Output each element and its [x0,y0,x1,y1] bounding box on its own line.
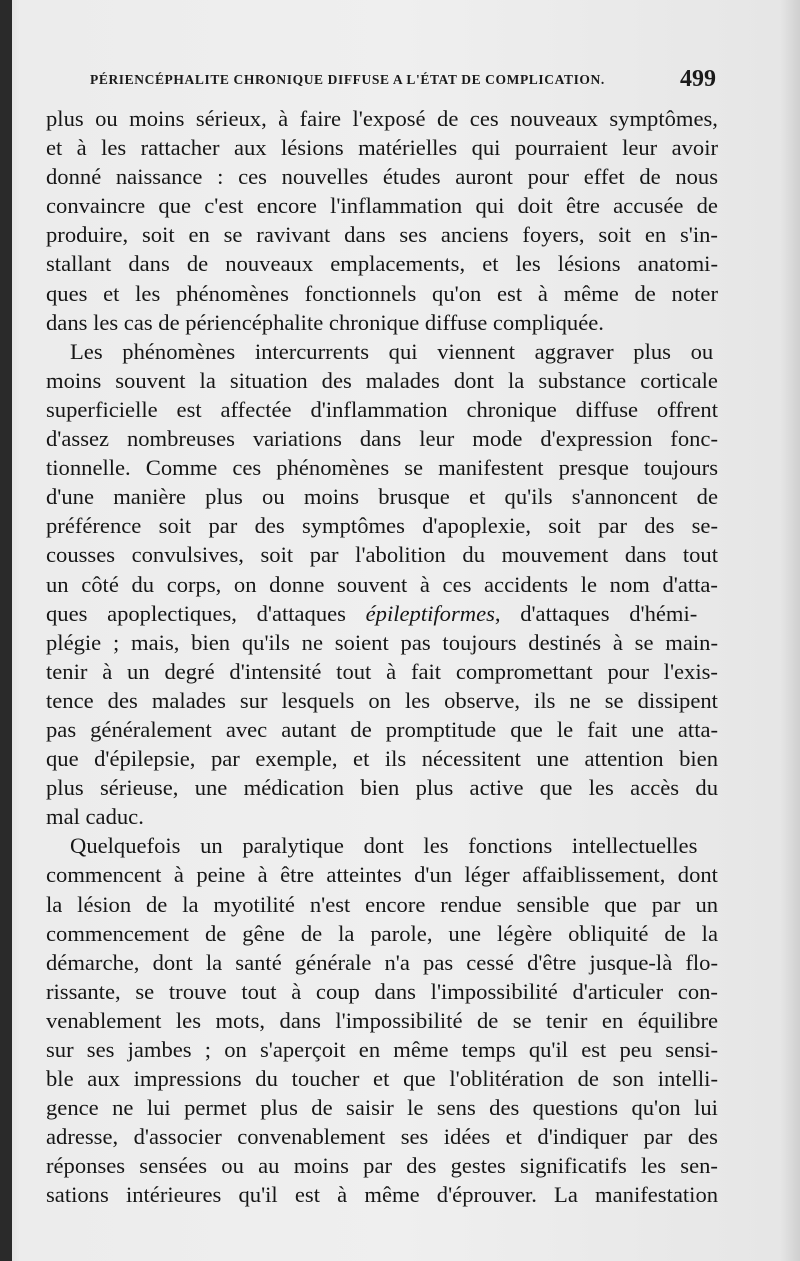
text-line: cousses convulsives, soit par l'abolition du mouvement dans tout [46,542,718,568]
page-number: 499 [680,66,716,92]
text-line: la lésion de la myotilité n'est encore rendue sensible que par un [46,891,719,917]
text-line: pas généralement avec autant de promptitude que le fait une atta- [46,716,719,742]
text-line: plus sérieuse, une médication bien plus active que les accès du [46,775,718,801]
running-title: PÉRIENCÉPHALITE CHRONIQUE DIFFUSE A L'ÉTAT DE COMPLICATION. [90,72,605,87]
page-header [90,66,716,96]
text-line: commencent à peine à être atteintes d'un léger affaiblissement, dont [46,862,718,888]
paragraph [46,104,718,337]
text-line: stallant dans de nouveaux emplacements, et les lésions anatomi- [46,251,718,277]
text-line: Les phénomènes intercurrents qui viennent aggraver plus ou [70,338,714,364]
text-line: gence ne lui permet plus de saisir le sens des questions qu'on lui [46,1095,718,1121]
text-line: plégie ; mais, bien qu'ils ne soient pas toujours destinés à se main- [46,629,718,655]
text-line: et à les rattacher aux lésions matérielles qui pourraient leur avoir [46,135,718,161]
text-line: tenir à un degré d'intensité tout à fait compromettant pour l'exis- [46,658,718,684]
text-line: mal caduc. [46,804,144,830]
text-line: superficielle est affectée d'inflammation chronique diffuse offrent [46,396,718,422]
text-line: adresse, d'associer convenablement ses idées et d'indiquer par des [46,1124,718,1150]
text-line: que d'épilepsie, par exemple, et ils nécessitent une attention bien [46,746,718,772]
text-line: tionnelle. Comme ces phénomènes se manifestent presque toujours [46,455,718,481]
text-line: ques et les phénomènes fonctionnels qu'on est à même de noter [46,280,718,306]
text-line: d'une manière plus ou moins brusque et qu'ils s'annoncent de [46,484,719,510]
text-line: dans les cas de périencéphalite chronique diffuse compliquée. [46,309,604,335]
text-line: tence des malades sur lesquels on les observe, ils ne se dissipent [46,687,718,713]
paragraph [46,831,718,1209]
text-line: produire, soit en se ravivant dans ses anciens foyers, soit en s'in- [46,222,718,248]
text-line: un côté du corps, on donne souvent à ces accidents le nom d'atta- [46,571,718,597]
text-line: moins souvent la situation des malades dont la substance corticale [46,367,718,393]
text-line: sations intérieures qu'il est à même d'éprouver. La manifestation [46,1182,719,1208]
text-line: Quelquefois un paralytique dont les fonctions intellectuelles [70,833,698,859]
text-line: ble aux impressions du toucher et que l'oblitération de son intelli- [46,1066,718,1092]
text-line: plus ou moins sérieux, à faire l'exposé de ces nouveaux symptômes, [46,106,718,131]
text-line: réponses sensées ou au moins par des gestes significatifs les sen- [46,1153,718,1179]
text-line: sur ses jambes ; on s'aperçoit en même temps qu'il est peu sensi- [46,1037,719,1062]
text-line: préférence soit par des symptômes d'apoplexie, soit par des se- [46,513,718,539]
text-line: commencement de gêne de la parole, une légère obliquité de la [46,920,718,946]
text-line: d'assez nombreuses variations dans leur mode d'expression fonc- [46,426,718,452]
paragraph [46,337,718,832]
scan-edge [0,0,12,1261]
text-line: démarche, dont la santé générale n'a pas cessé d'être jusque-là flo- [46,949,718,975]
text-line-with-italic: ques apoplectiques, d'attaques épileptiformes, d'attaques d'hémi- [46,600,698,626]
italic-term: épileptiformes [365,600,495,626]
text-line: donné naissance : ces nouvelles études auront pour effet de nous [46,164,719,190]
body-text [46,104,718,1210]
text-line: convaincre que c'est encore l'inflammation qui doit être accusée de [46,193,718,219]
text-line: venablement les mots, dans l'impossibilité de se tenir en équilibre [46,1007,719,1033]
text-line: rissante, se trouve tout à coup dans l'impossibilité d'articuler con- [46,978,718,1004]
